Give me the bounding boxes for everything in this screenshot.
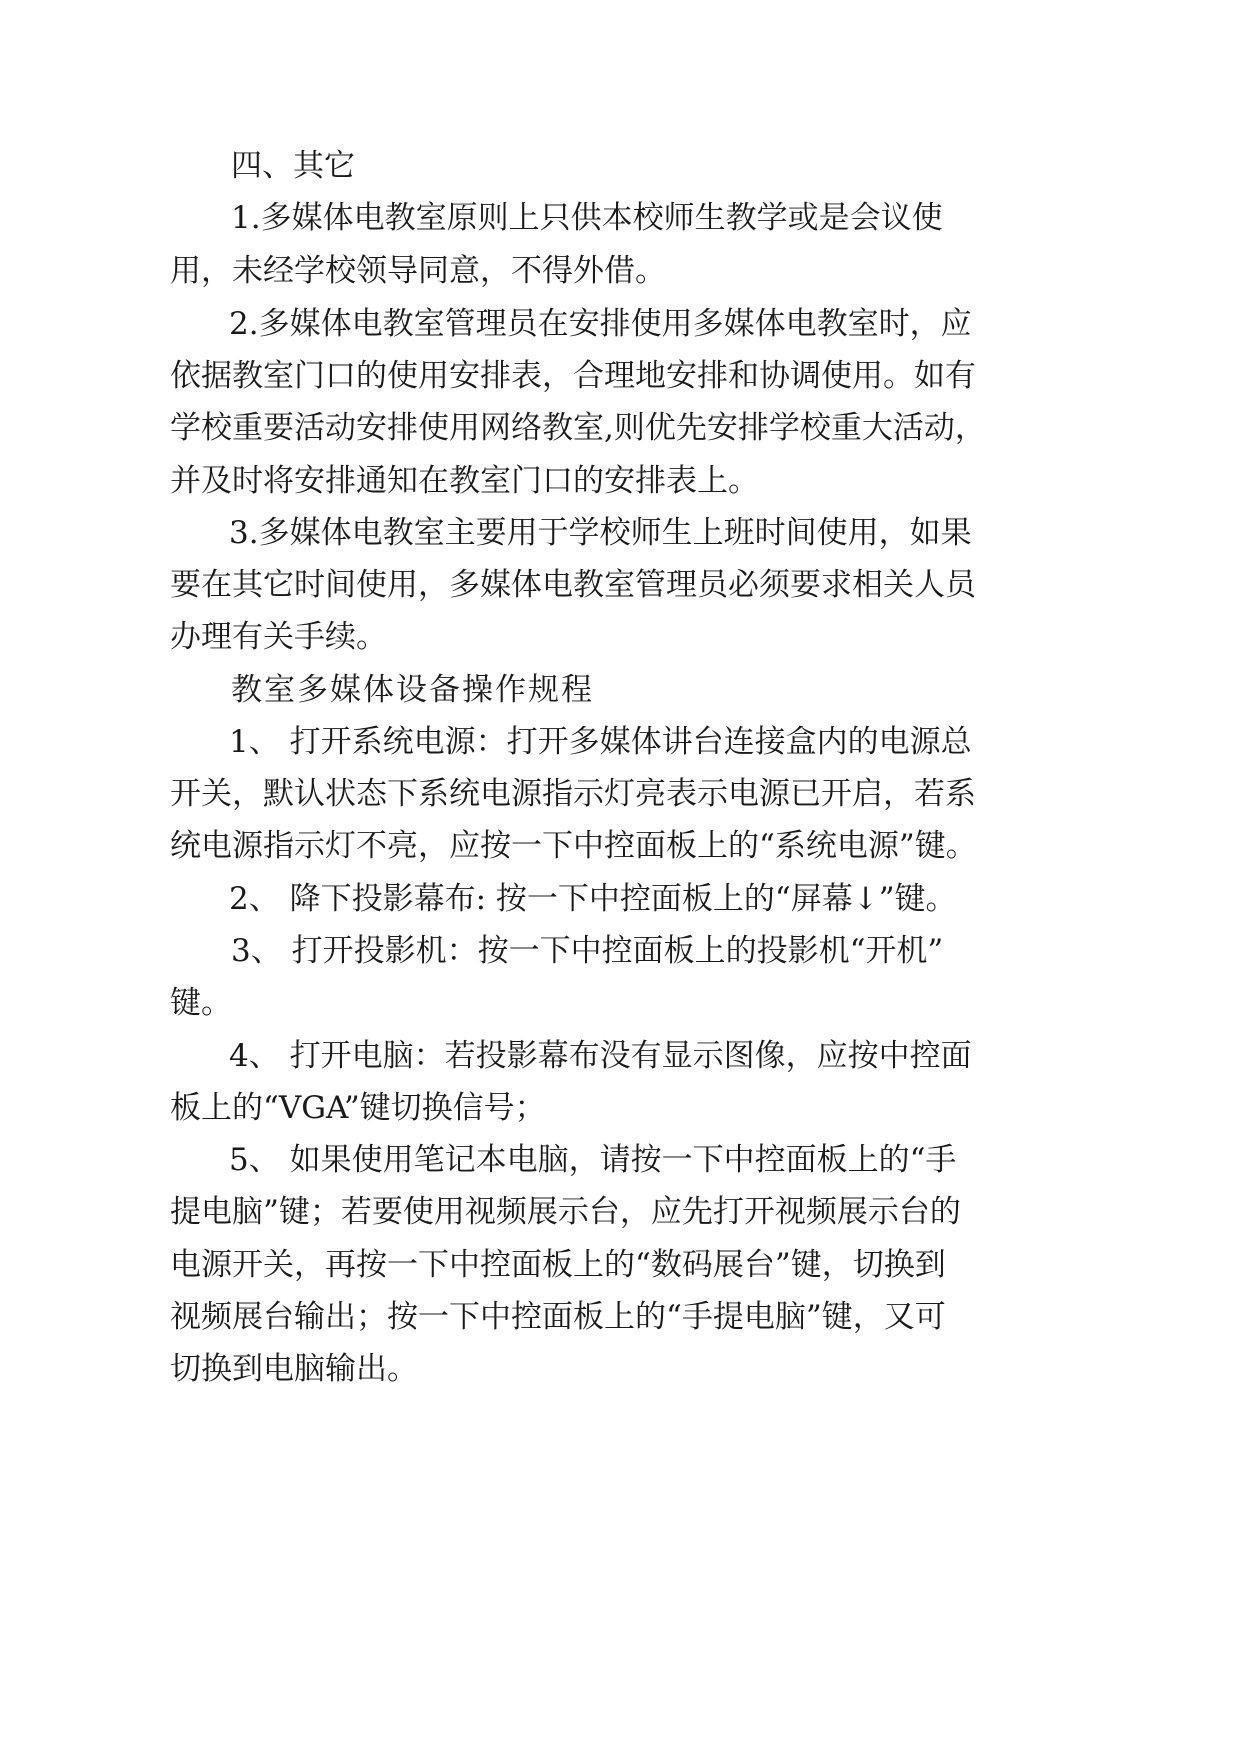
procedure-title: 教室多媒体设备操作规程 bbox=[231, 672, 594, 708]
step-5-line-4: 视频展台输出；按一下中控面板上的“手提电脑”键，又可 bbox=[170, 1299, 946, 1335]
step-1-line-1: 1、 打开系统电源：打开多媒体讲台连接盒内的电源总 bbox=[229, 724, 972, 760]
step-1-line-2: 开关，默认状态下系统电源指示灯亮表示电源已开启，若系 bbox=[170, 776, 976, 812]
step-3-line-1: 3、 打开投影机：按一下中控面板上的投影机“开机” bbox=[231, 933, 944, 969]
rule-3-line-2: 要在其它时间使用，多媒体电教室管理员必须要求相关人员 bbox=[170, 567, 976, 603]
step-5-line-2: 提电脑”键；若要使用视频展示台，应先打开视频展示台的 bbox=[170, 1194, 961, 1230]
step-5-line-5: 切换到电脑输出。 bbox=[170, 1351, 418, 1387]
step-1-line-3: 统电源指示灯不亮，应按一下中控面板上的“系统电源”键。 bbox=[170, 828, 977, 864]
step-2-line-1: 2、 降下投影幕布: 按一下中控面板上的“屏幕↓”键。 bbox=[229, 881, 957, 917]
rule-1-line-2: 用，未经学校领导同意，不得外借。 bbox=[170, 253, 666, 289]
rule-2-line-3: 学校重要活动安排使用网络教室,则优先安排学校重大活动， bbox=[170, 410, 986, 446]
step-3-line-2: 键。 bbox=[170, 985, 232, 1021]
rule-3-line-1: 3.多媒体电教室主要用于学校师生上班时间使用，如果 bbox=[229, 515, 972, 551]
rule-2-line-1: 2.多媒体电教室管理员在安排使用多媒体电教室时，应 bbox=[229, 306, 972, 342]
step-5-line-1: 5、 如果使用笔记本电脑，请按一下中控面板上的“手 bbox=[229, 1142, 957, 1178]
rule-2-line-4: 并及时将安排通知在教室门口的安排表上。 bbox=[170, 463, 759, 499]
section-heading: 四、其它 bbox=[231, 148, 355, 184]
rule-2-line-2: 依据教室门口的使用安排表，合理地安排和协调使用。如有 bbox=[170, 358, 976, 394]
rule-3-line-3: 办理有关手续。 bbox=[170, 619, 387, 655]
step-5-line-3: 电源开关，再按一下中控面板上的“数码展台”键，切换到 bbox=[170, 1247, 946, 1283]
step-4-line-2: 板上的“VGA”键切换信号； bbox=[170, 1090, 546, 1126]
rule-1-line-1: 1.多媒体电教室原则上只供本校师生教学或是会议使 bbox=[231, 200, 943, 236]
step-4-line-1: 4、 打开电脑：若投影幕布没有显示图像，应按中控面 bbox=[229, 1038, 972, 1074]
